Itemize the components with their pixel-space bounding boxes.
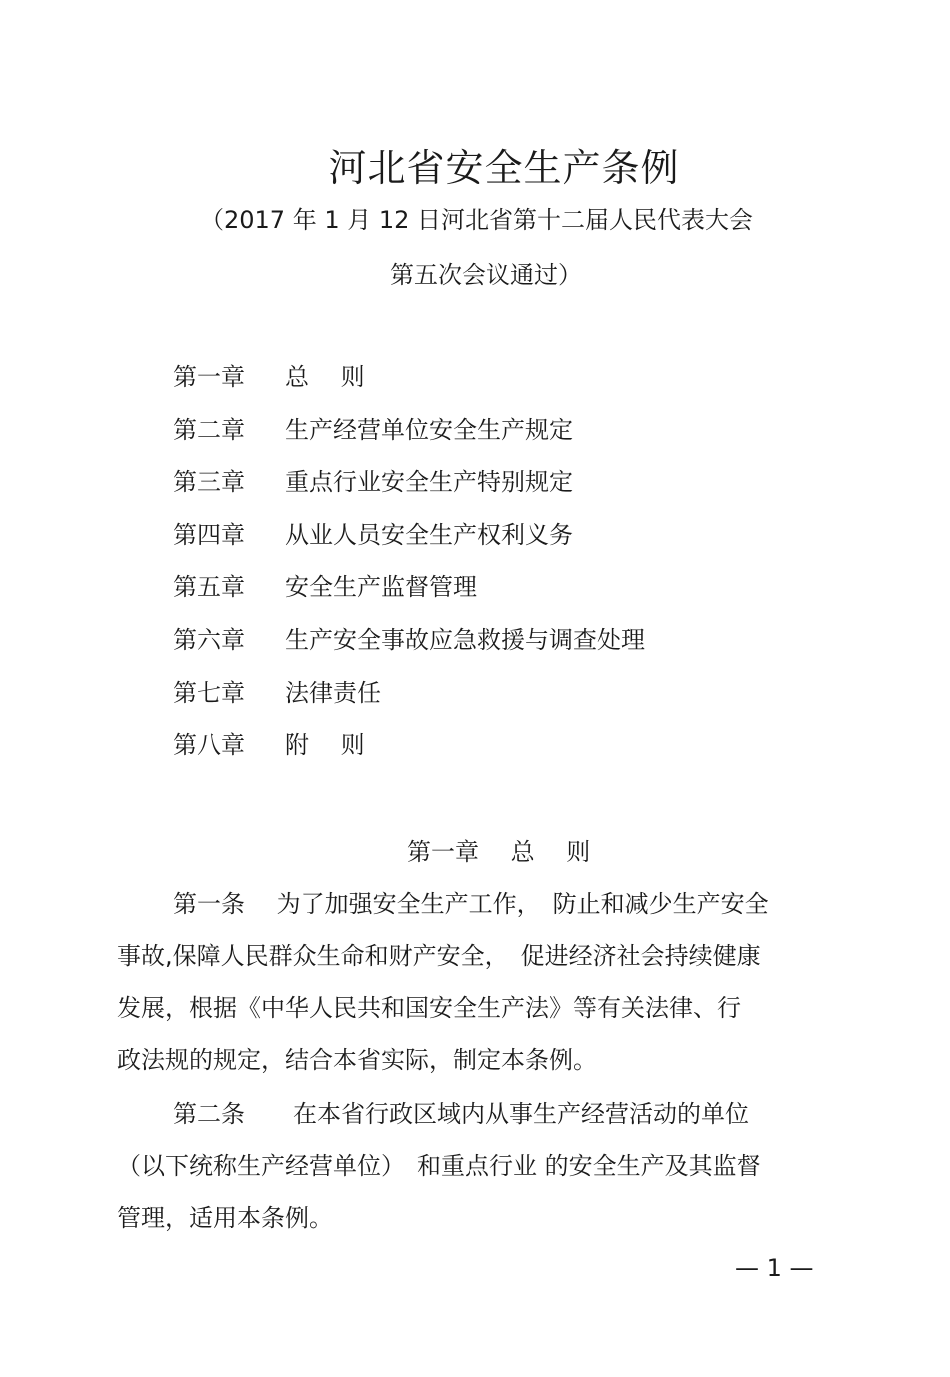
- toc-chapter-title: 生产安全事故应急救援与调查处理: [285, 625, 645, 654]
- toc-chapter-number: 第一章: [173, 363, 245, 391]
- toc-chapter-number: 第四章: [173, 520, 245, 549]
- toc-chapter-number: 第七章: [173, 678, 245, 707]
- toc-chapter-number: 第八章: [173, 731, 245, 760]
- chapter-heading: 第一章 总 则: [407, 838, 591, 866]
- article-text-line: 管理，适用本条例。: [117, 1204, 333, 1232]
- toc-chapter-number: 第二章: [173, 415, 245, 444]
- document-title: 河北省安全生产条例: [328, 146, 680, 190]
- toc-chapter-title: 生产经营单位安全生产规定: [285, 415, 573, 444]
- article-text-line: 政法规的规定，结合本省实际，制定本条例。: [117, 1046, 597, 1074]
- article-text-line: 第一条 为了加强安全生产工作， 防止和减少生产安全: [173, 890, 769, 918]
- toc-chapter-title: 法律责任: [285, 678, 381, 707]
- article-text-line: 发展，根据《中华人民共和国安全生产法》等有关法律、行: [117, 994, 741, 1022]
- toc-item: [173, 619, 645, 672]
- document-subtitle-line1: （2017 年 1 月 12 日河北省第十二届人民代表大会: [200, 206, 754, 234]
- page-number: — 1 —: [735, 1254, 814, 1282]
- toc-chapter-number: 第六章: [173, 625, 245, 654]
- toc-chapter-title: 总 则: [285, 363, 365, 391]
- toc-item: [173, 514, 645, 567]
- article-text-line: 事故,保障人民群众生命和财产安全， 促进经济社会持续健康: [117, 942, 761, 970]
- toc-item: [173, 409, 645, 462]
- toc-item: [173, 724, 645, 777]
- toc-chapter-title: 从业人员安全生产权利义务: [285, 520, 573, 549]
- toc-chapter-title: 重点行业安全生产特别规定: [285, 468, 573, 497]
- toc-item: [173, 461, 645, 514]
- toc-item: [173, 566, 645, 619]
- article-text-line: 第二条 在本省行政区域内从事生产经营活动的单位: [173, 1100, 749, 1128]
- toc-chapter-title: 安全生产监督管理: [285, 573, 477, 602]
- toc-item: [173, 356, 645, 409]
- article-text-line: （以下统称生产经营单位） 和重点行业 的安全生产及其监督: [117, 1152, 761, 1180]
- toc-chapter-number: 第三章: [173, 468, 245, 497]
- toc-chapter-title: 附 则: [285, 731, 365, 760]
- toc-chapter-number: 第五章: [173, 573, 245, 602]
- toc-item: [173, 672, 645, 725]
- document-subtitle-line2: 第五次会议通过）: [390, 261, 582, 289]
- table-of-contents: [173, 356, 645, 777]
